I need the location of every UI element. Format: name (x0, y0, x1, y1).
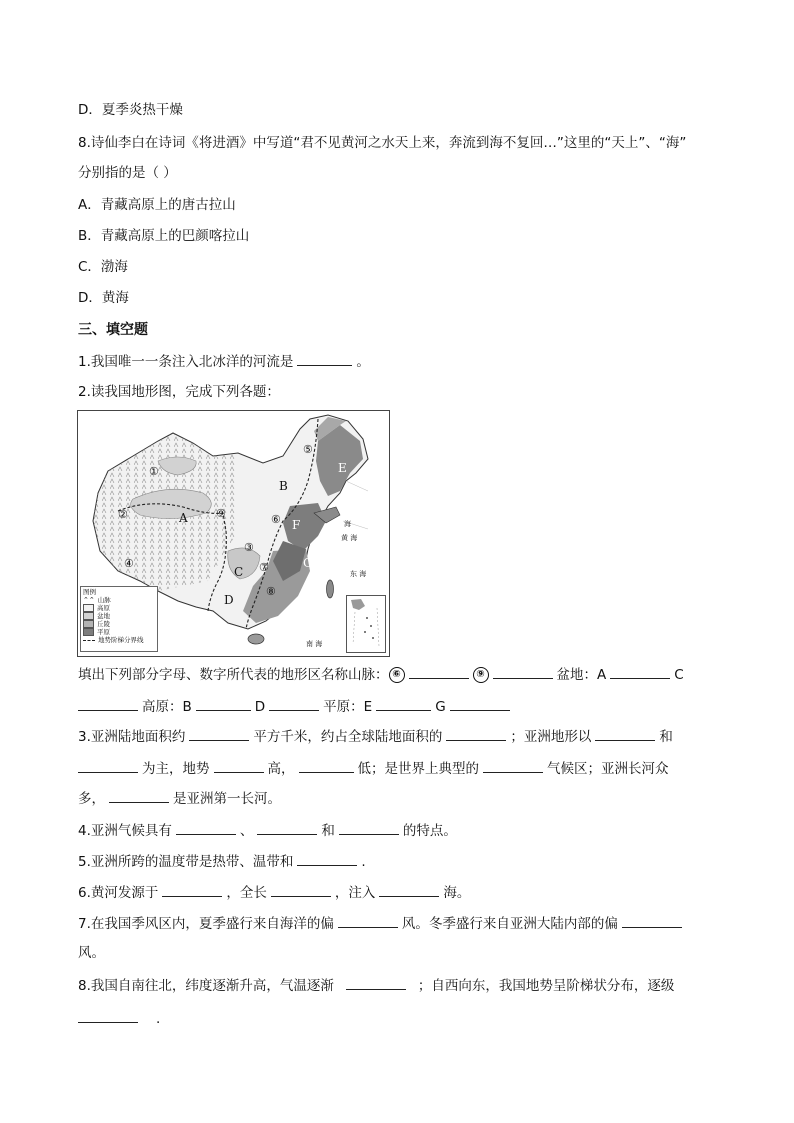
answer-blank[interactable] (483, 758, 543, 773)
map-label-D: D (224, 593, 234, 607)
answer-blank[interactable] (196, 696, 251, 711)
map-label-7: ⑦ (259, 561, 269, 574)
map-label-E: E (338, 461, 347, 475)
answer-blank[interactable] (271, 882, 331, 897)
fill-question-8: 8.我国自南往北，纬度逐渐升高，气温逐渐 ；自西向东，我国地势呈阶梯状分布，逐级 (78, 975, 674, 996)
answer-blank[interactable] (297, 351, 352, 366)
hainan-island (248, 634, 264, 644)
answer-blank[interactable] (162, 882, 222, 897)
map-label-4: ④ (124, 557, 134, 570)
answer-blank[interactable] (297, 851, 357, 866)
answer-blank[interactable] (376, 696, 431, 711)
map-label-9: ⑨ (216, 507, 226, 520)
fill-question-6: 6.黄河发源于 ，全长 ，注入 海。 (78, 882, 470, 903)
option-c: C．渤海 (78, 259, 128, 275)
fill-question-7: 7.在我国季风区内，夏季盛行来自海洋的偏 风。冬季盛行来自亚洲大陆内部的偏 (78, 913, 686, 934)
fill-question-8-cont: . (78, 1008, 160, 1029)
option-b: B．青藏高原上的巴颜喀拉山 (78, 228, 250, 244)
map-label-5: ⑤ (303, 443, 313, 456)
map-label-B: B (279, 479, 288, 493)
fill-question-7-cont: 风。 (78, 945, 105, 961)
map-legend (80, 586, 158, 652)
map-label-6: ⑥ (271, 513, 281, 526)
map-label-2: ② (118, 508, 128, 521)
legend-item-mountain: ⌃⌃ 山脉 (83, 596, 111, 604)
fill-question-1: 1.我国唯一一条注入北冰洋的河流是 。 (78, 351, 370, 372)
mountain-icon: ⌃⌃ (83, 596, 95, 604)
answer-blank[interactable] (622, 913, 682, 928)
fill-question-2: 2.读我国地形图，完成下列各题： (78, 384, 280, 400)
legend-item-plateau: 高原 (83, 604, 155, 612)
answer-blank[interactable] (446, 726, 506, 741)
map-label-F: F (292, 518, 301, 532)
question-8: 8.诗仙李白在诗词《将进酒》中写道“君不见黄河之水天上来，奔流到海不复回…”这里的“天上”、“海” (78, 135, 687, 151)
answer-blank[interactable] (595, 726, 655, 741)
legend-item-plain: 平原 (83, 628, 155, 636)
answer-blank[interactable] (78, 758, 138, 773)
map-fill-line-1: 填出下列部分字母、数字所代表的地形区名称山脉： ⑥ ⑨ 盆地：A C (78, 664, 684, 685)
map-label-3: ③ (244, 541, 254, 554)
answer-blank[interactable] (299, 758, 354, 773)
question-8-cont: 分别指的是（ ） (78, 165, 177, 181)
answer-blank[interactable] (78, 696, 138, 711)
inset-svg (347, 596, 385, 652)
map-fill-line-2: 高原：B D 平原：E G (78, 696, 514, 717)
fill-question-5: 5.亚洲所跨的温度带是热带、温带和 . (78, 851, 366, 872)
option-d-q7: D．夏季炎热干燥 (78, 102, 183, 118)
answer-blank[interactable] (109, 788, 169, 803)
fill-question-3: 3.亚洲陆地面积约 平方千米，约占全球陆地面积的 ；亚洲地形以 和 (78, 726, 673, 747)
legend-item-step-line: 地势阶梯分界线 (83, 636, 155, 644)
circled-9: ⑨ (473, 667, 489, 683)
map-label-nanhai: 南 海 (306, 640, 323, 648)
option-a: A．青藏高原上的唐古拉山 (78, 197, 236, 213)
fill-question-3-end: 多， 是亚洲第一长河。 (78, 788, 281, 809)
map-label-8: ⑧ (266, 585, 276, 598)
option-d: D．黄海 (78, 290, 129, 306)
legend-title: 图例 (83, 588, 96, 596)
legend-item-hill: 丘陵 (83, 620, 155, 628)
map-label-donghai: 东 海 (350, 570, 367, 578)
section-heading: 三、填空题 (78, 322, 148, 338)
answer-blank[interactable] (257, 820, 317, 835)
map-label-A: A (179, 511, 188, 525)
answer-blank[interactable] (189, 726, 249, 741)
map-label-huanghai: 黄 海 (341, 534, 358, 542)
answer-blank[interactable] (409, 664, 469, 679)
legend-item-basin: 盆地 (83, 612, 155, 620)
map-label-C: C (234, 565, 244, 579)
answer-blank[interactable] (214, 758, 264, 773)
answer-blank[interactable] (346, 975, 406, 990)
map-label-G: G (303, 556, 313, 570)
answer-blank[interactable] (78, 1008, 138, 1023)
answer-blank[interactable] (610, 664, 670, 679)
answer-blank[interactable] (450, 696, 510, 711)
taiwan-island (327, 580, 334, 598)
south-china-sea-inset (346, 595, 386, 653)
answer-blank[interactable] (269, 696, 319, 711)
answer-blank[interactable] (379, 882, 439, 897)
answer-blank[interactable] (493, 664, 553, 679)
fill-question-3-cont: 为主，地势 高， 低；是世界上典型的 气候区；亚洲长河众 (78, 758, 669, 779)
answer-blank[interactable] (338, 913, 398, 928)
china-terrain-map (77, 410, 390, 657)
circled-6: ⑥ (389, 667, 405, 683)
map-label-bohai: 海 (344, 520, 351, 528)
fill-question-4: 4.亚洲气候具有 、 和 的特点。 (78, 820, 457, 841)
answer-blank[interactable] (339, 820, 399, 835)
answer-blank[interactable] (176, 820, 236, 835)
map-label-1: ① (149, 465, 159, 478)
